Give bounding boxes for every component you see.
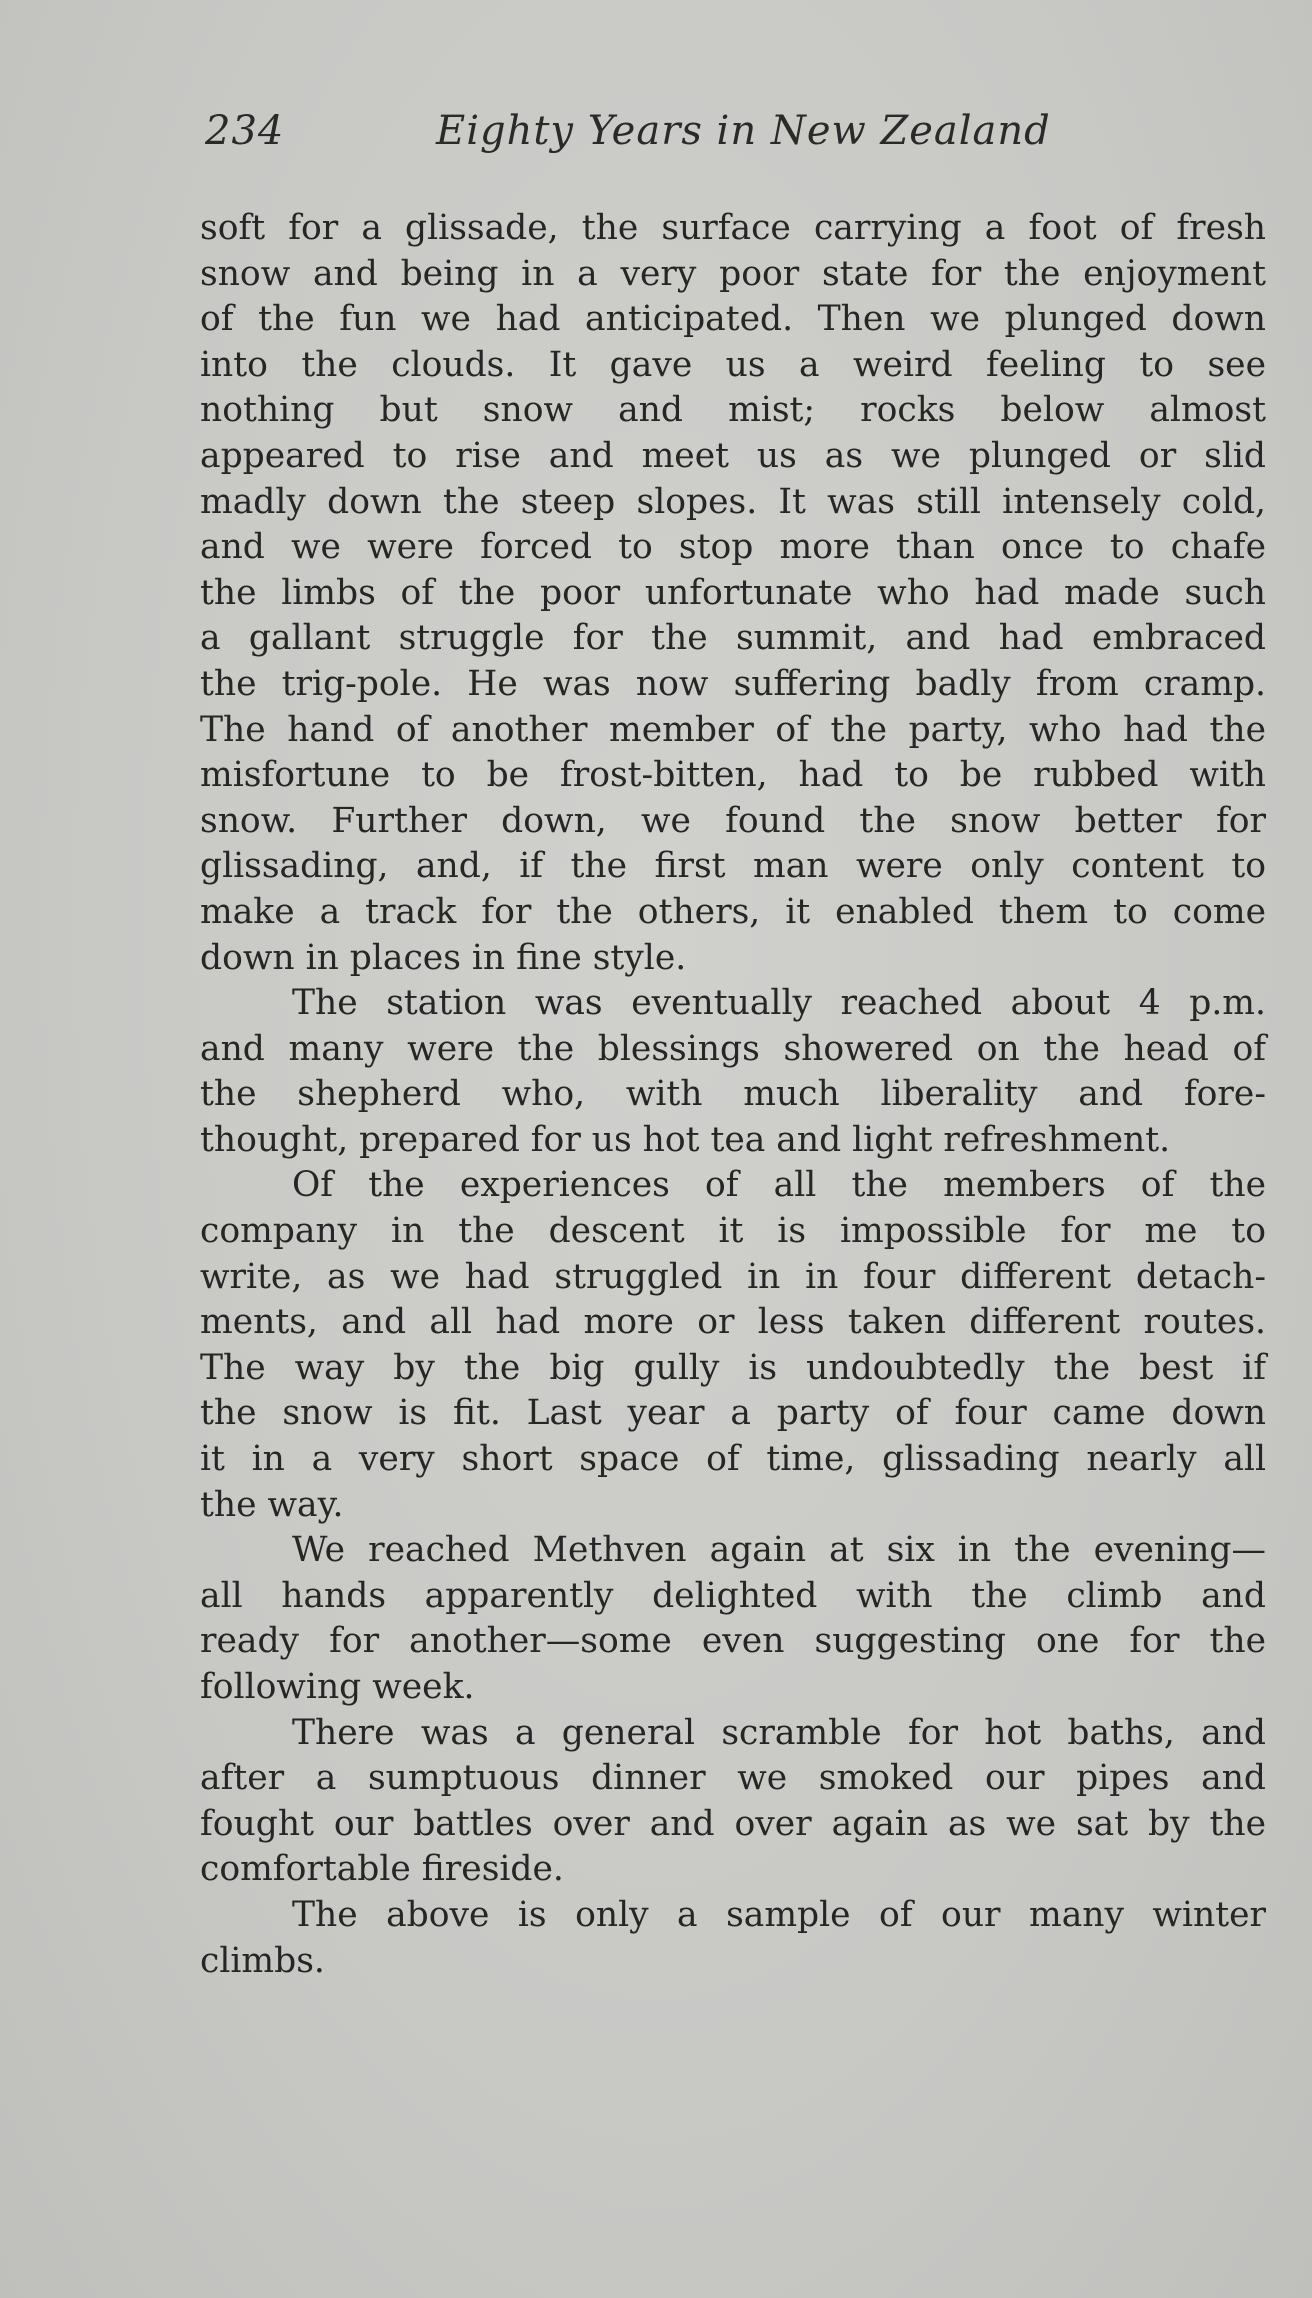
text-line: climbs.: [200, 1940, 325, 1981]
text-line: all hands apparently delighted with the climb and: [200, 1575, 1266, 1616]
text-line: We reached Methven again at six in the evening—: [292, 1530, 1266, 1571]
text-line: ments, and all had more or less taken different routes.: [200, 1302, 1266, 1343]
text-line: write, as we had struggled in in four different detach-: [200, 1256, 1266, 1297]
text-line: company in the descent it is impossible for me to: [200, 1211, 1266, 1252]
text-line: thought, prepared for us hot tea and light refreshment.: [200, 1119, 1171, 1160]
text-line: The way by the big gully is undoubtedly the best if: [200, 1347, 1266, 1388]
running-title: Eighty Years in New Zealand: [436, 108, 1051, 154]
text-line: into the clouds. It gave us a weird feeling to see: [200, 344, 1266, 385]
text-line: There was a general scramble for hot baths, and: [292, 1712, 1266, 1753]
text-line: The station was eventually reached about 4 p.m.: [292, 983, 1266, 1024]
text-line: a gallant struggle for the summit, and had embraced: [200, 618, 1266, 659]
text-line: ready for another—some even suggesting one for the: [200, 1621, 1266, 1662]
page-header: [200, 108, 1266, 164]
text-line: the trig-pole. He was now suffering badly from cramp.: [200, 663, 1266, 704]
text-line: appeared to rise and meet us as we plunged or slid: [200, 435, 1266, 476]
text-line: of the fun we had anticipated. Then we plunged down: [200, 299, 1266, 340]
text-line: glissading, and, if the first man were only content to: [200, 846, 1266, 887]
text-line: it in a very short space of time, glissading nearly all: [200, 1439, 1266, 1480]
text-line: the limbs of the poor unfortunate who had made such: [200, 572, 1266, 613]
text-line: and many were the blessings showered on the head of: [200, 1028, 1266, 1069]
text-line: nothing but snow and mist; rocks below almost: [200, 390, 1266, 431]
text-line: down in places in fine style.: [200, 937, 687, 978]
text-line: make a track for the others, it enabled them to come: [200, 891, 1266, 932]
text-line: fought our battles over and over again as we sat by the: [200, 1803, 1266, 1844]
text-line: and we were forced to stop more than once to chafe: [200, 527, 1266, 568]
text-line: Of the experiences of all the members of the: [292, 1165, 1266, 1206]
text-line: soft for a glissade, the surface carrying a foot of fresh: [200, 208, 1266, 248]
page-number: 234: [205, 108, 285, 154]
text-line: madly down the steep slopes. It was still intensely cold,: [200, 481, 1266, 522]
text-line: snow and being in a very poor state for the enjoyment: [200, 253, 1266, 294]
text-line: The hand of another member of the party, who had the: [200, 709, 1266, 750]
text-line: following week.: [200, 1667, 475, 1707]
text-line: comfortable fireside.: [200, 1849, 564, 1890]
text-line: the way.: [200, 1484, 344, 1525]
body-text: [200, 206, 1266, 1984]
text-line: The above is only a sample of our many winter: [292, 1894, 1266, 1935]
text-line: after a sumptuous dinner we smoked our pipes and: [200, 1758, 1266, 1799]
text-line: the shepherd who, with much liberality and fore-: [200, 1074, 1266, 1115]
text-line: misfortune to be frost-bitten, had to be rubbed with: [200, 755, 1266, 796]
text-line: snow. Further down, we found the snow better for: [200, 800, 1266, 841]
text-line: the snow is fit. Last year a party of four came down: [200, 1393, 1266, 1434]
